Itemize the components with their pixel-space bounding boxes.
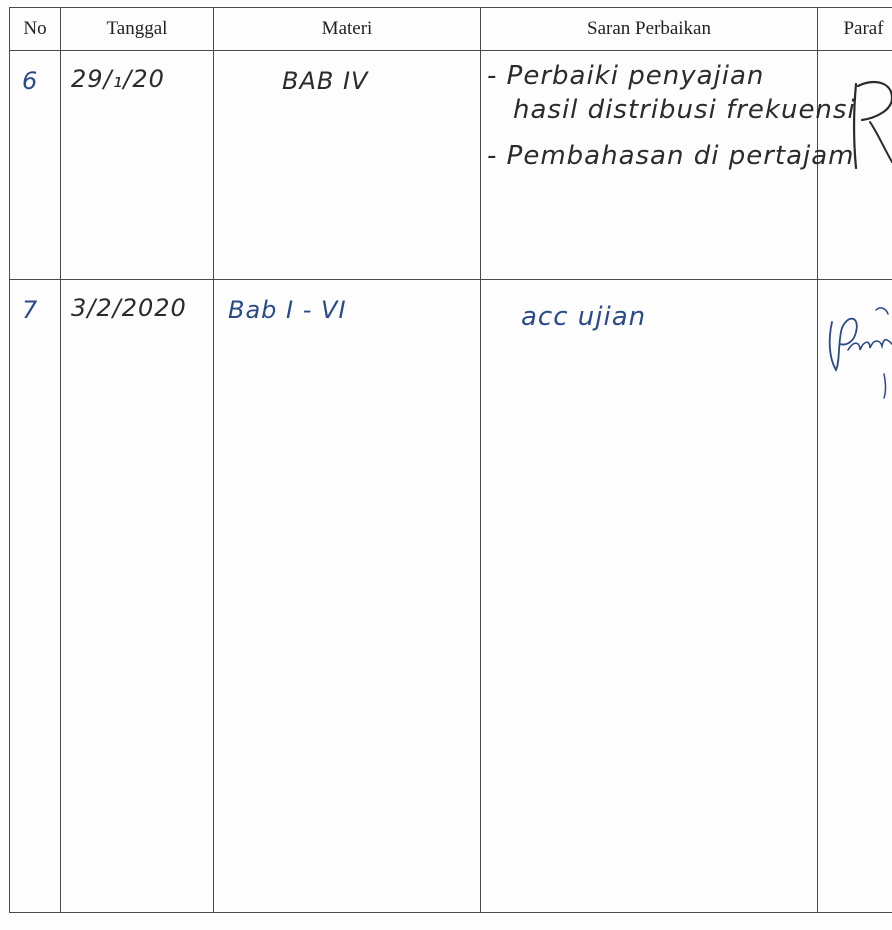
row-number: 6 xyxy=(10,51,61,280)
table-header-row xyxy=(10,8,892,51)
header-no: No xyxy=(10,8,61,51)
saran-line: - Perbaiki penyajian xyxy=(487,61,765,91)
row-materi: Bab I - VI xyxy=(214,280,481,913)
row-saran xyxy=(481,51,856,280)
row-paraf xyxy=(818,280,892,913)
header-paraf: Paraf xyxy=(818,8,892,51)
row-materi: BAB IV xyxy=(214,51,481,280)
saran-line: - Pembahasan di pertajam xyxy=(487,141,855,171)
row-date: 29/₁/20 xyxy=(61,51,214,280)
row-date: 3/2/2020 xyxy=(61,280,214,913)
header-tanggal: Tanggal xyxy=(61,8,214,51)
table-row xyxy=(10,51,892,280)
row-number: 7 xyxy=(10,280,61,913)
saran-line: hasil distribusi frekuensi xyxy=(513,95,856,125)
consultation-log-table xyxy=(9,7,892,913)
header-saran-perbaikan: Saran Perbaikan xyxy=(481,8,818,51)
table-row xyxy=(10,280,892,913)
saran-line: acc ujian xyxy=(521,302,647,332)
header-materi: Materi xyxy=(214,8,481,51)
row-saran xyxy=(481,280,818,913)
